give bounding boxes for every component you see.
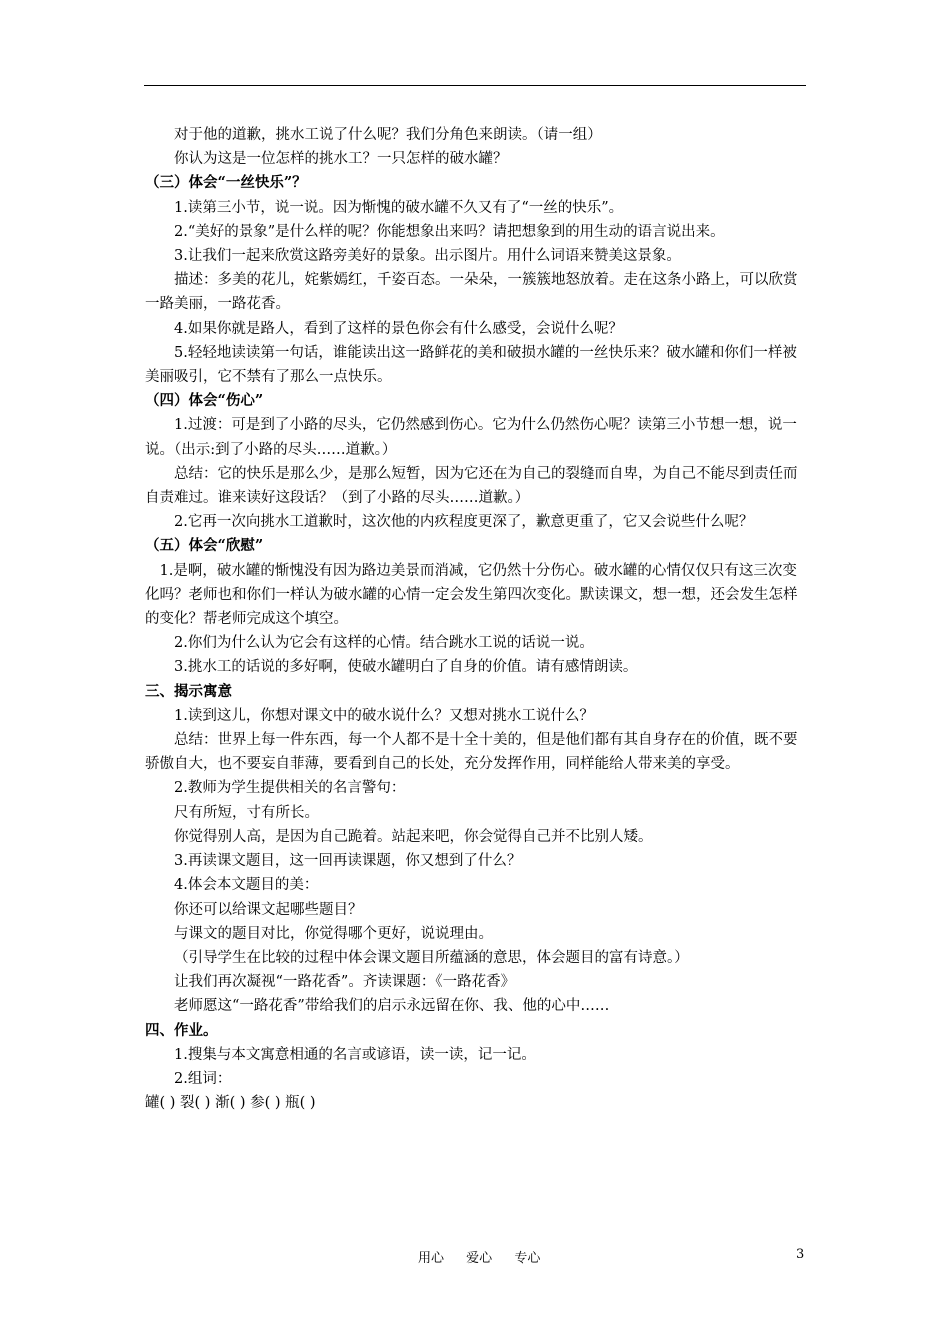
paragraph: 总结：世界上每一件东西，每一个人都不是十全十美的，但是他们都有其自身存在的价值，既不要骄傲自大，也不要妄自菲薄，要看到自己的长处，充分发挥作用，同样能给人带来美的享受。 — [145, 732, 798, 773]
paragraph: 3.挑水工的话说的多好啊，使破水罐明白了自身的价值。请有感情朗读。 — [174, 659, 638, 676]
section-heading: （五）体会“欣慰” — [145, 537, 264, 555]
footer-motto — [418, 1247, 558, 1266]
paragraph: 2.你们为什么认为它会有这样的心情。结合跳水工说的话说一说。 — [174, 635, 594, 652]
paragraph: 尺有所短，寸有所长。 — [174, 804, 319, 821]
paragraph: 1.搜集与本文寓意相通的名言或谚语，读一读，记一记。 — [174, 1046, 536, 1063]
motto-word: 专心 — [514, 1251, 541, 1266]
paragraph: 你认为这是一位怎样的挑水工？一只怎样的破水罐？ — [174, 151, 508, 168]
paragraph: 2.“美好的景象”是什么样的呢？你能想象出来吗？请把想象到的用生动的语言说出来。 — [174, 223, 725, 240]
page-number: 3 — [796, 1247, 805, 1262]
paragraph: 你觉得别人高，是因为自己跪着。站起来吧，你会觉得自己并不比别人矮。 — [174, 828, 653, 845]
section-heading: （四）体会“伤心” — [145, 392, 264, 410]
motto-word: 爱心 — [466, 1251, 493, 1266]
paragraph: 2.组词： — [174, 1070, 232, 1087]
section-heading: （三）体会“一丝快乐”？ — [145, 174, 307, 192]
paragraph: 3.再读课文题目，这一回再读课题，你又想到了什么？ — [174, 853, 522, 870]
paragraph: 1.读第三小节，说一说。因为惭愧的破水罐不久又有了“一丝的快乐”。 — [174, 199, 624, 216]
document-body — [145, 123, 806, 1115]
paragraph: 老师愿这“一路花香”带给我们的启示永远留在你、我、他的心中…… — [174, 998, 610, 1015]
paragraph: 4.体会本文题目的美： — [174, 877, 319, 894]
section-heading: 三、揭示寓意 — [145, 682, 232, 700]
paragraph: （引导学生在比较的过程中体会课文题目所蕴涵的意思，体会题目的富有诗意。） — [174, 949, 689, 966]
header-rule — [144, 85, 806, 86]
paragraph: 4.如果你就是路人，看到了这样的景色你会有什么感受，会说什么呢？ — [174, 320, 623, 337]
paragraph: 对于他的道歉，挑水工说了什么呢？我们分角色来朗读。（请一组） — [174, 127, 602, 143]
paragraph: 1.过渡：可是到了小路的尽头，它仍然感到伤心。它为什么仍然伤心呢？读第三小节想一想，说一说。（出示:到了小路的尽头……道歉。） — [145, 417, 797, 458]
paragraph: 2.教师为学生提供相关的名言警句： — [174, 780, 406, 797]
paragraph: 1.是啊，破水罐的惭愧没有因为路边美景而消减，它仍然十分伤心。破水罐的心情仅仅只有这三次变化吗？老师也和你们一样认为破水罐的心情一定会发生第四次变化。默读课文，想一想，还会发生怎样的变化？帮老师完成这个填空。 — [145, 562, 798, 628]
motto-word: 用心 — [418, 1251, 445, 1266]
section-heading: 四、作业。 — [145, 1021, 218, 1039]
paragraph: 5.轻轻地读读第一句话，谁能读出这一路鲜花的美和破损水罐的一丝快乐来？破水罐和你们一样被美丽吸引，它不禁有了那么一点快乐。 — [145, 344, 797, 386]
paragraph: 描述：多美的花儿，姹紫嫣红，千姿百态。一朵朵，一簇簇地怒放着。走在这条小路上，可以欣赏一路美丽，一路花香。 — [145, 272, 798, 313]
paragraph: 2.它再一次向挑水工道歉时，这次他的内疚程度更深了，歉意更重了，它又会说些什么呢？ — [174, 514, 754, 531]
paragraph: 你还可以给课文起哪些题目？ — [174, 901, 363, 918]
paragraph: 总结：它的快乐是那么少，是那么短暂，因为它还在为自己的裂缝而自卑，为自己不能尽到责任而自责难过。谁来读好这段话？（到了小路的尽头……道歉。） — [145, 465, 798, 507]
paragraph: 让我们再次凝视“一路花香”。齐读课题：《一路花香》 — [174, 974, 516, 991]
paragraph: 1.读到这儿，你想对课文中的破水说什么？又想对挑水工说什么？ — [174, 707, 594, 724]
paragraph: 与课文的题目对比，你觉得哪个更好，说说理由。 — [174, 925, 493, 942]
paragraph: 3.让我们一起来欣赏这路旁美好的景象。出示图片。用什么词语来赞美这景象。 — [174, 248, 681, 265]
paragraph: 罐( ) 裂( ) 渐( ) 参( ) 瓶( ) — [145, 1095, 316, 1112]
